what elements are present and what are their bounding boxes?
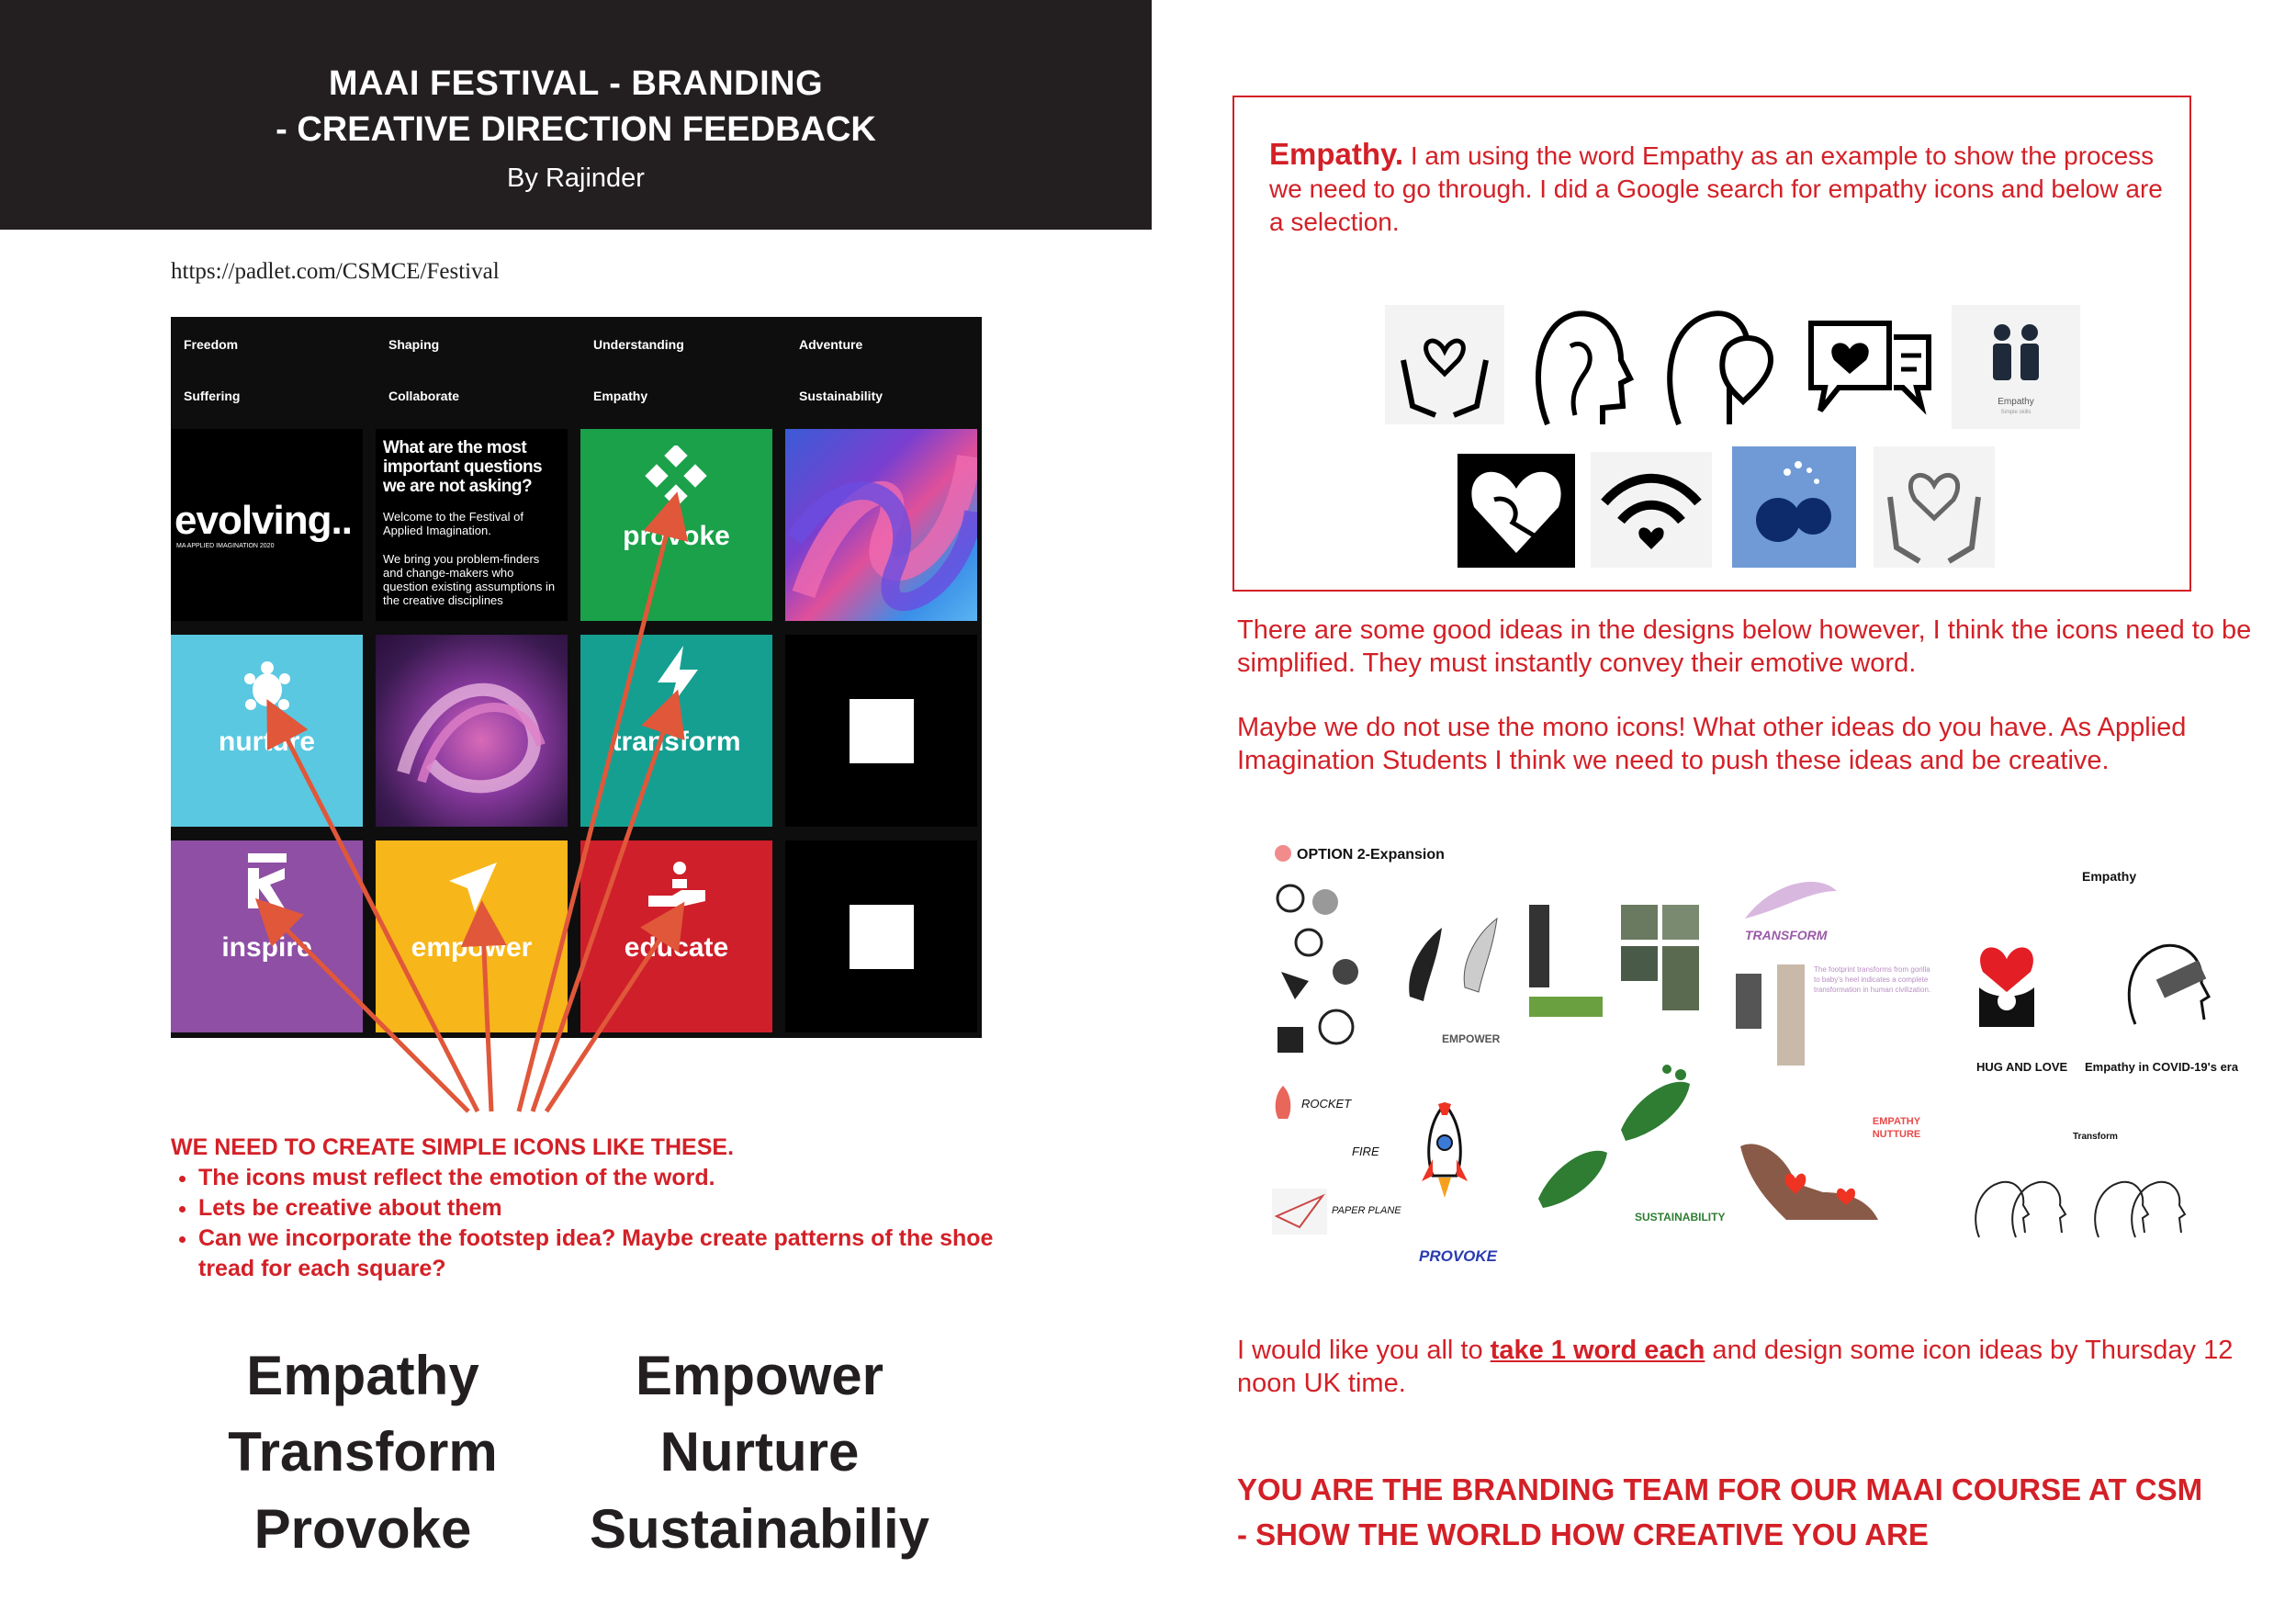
tile-blank-2[interactable] (785, 840, 977, 1032)
evolving-subtitle: MA APPLIED IMAGINATION 2020 (176, 543, 275, 549)
nav-freedom[interactable]: Freedom (184, 337, 239, 352)
tile-inspire[interactable] (171, 840, 363, 1032)
instruction-item: • Lets be creative about them (198, 1193, 997, 1224)
rocket-caption: ROCKET (1301, 1097, 1352, 1111)
title-banner (0, 0, 1152, 230)
bullet-dot-icon (1275, 845, 1293, 863)
inspire-label: inspire (221, 932, 312, 963)
empathy-lead: Empathy. (1269, 137, 1404, 171)
covid-faces-icon (2117, 937, 2227, 1029)
two-people-icon (1952, 305, 2080, 429)
nav-empathy[interactable]: Empathy (593, 389, 648, 403)
shoe-icons-cluster (1272, 880, 1373, 1064)
kiss-faces-icon (1732, 446, 1856, 568)
paper-plane-sketch-icon (1272, 1189, 1327, 1235)
nav-understanding[interactable]: Understanding (593, 337, 684, 352)
title-line-2: - CREATIVE DIRECTION FEEDBACK (276, 110, 876, 149)
instructions-list (171, 1163, 997, 1284)
placeholder-square (850, 699, 914, 763)
provoke-label: provoke (623, 521, 730, 551)
diamond-cluster-icon (645, 445, 709, 510)
hands-heart-icon (1385, 305, 1504, 424)
option-heading: OPTION 2-Expansion (1297, 847, 1445, 863)
take-one-word-link[interactable]: take 1 word each (1490, 1336, 1705, 1365)
lightning-icon (652, 646, 703, 710)
nav-collaborate[interactable]: Collaborate (388, 389, 460, 403)
transform-caption: TRANSFORM (1745, 928, 1828, 942)
educate-label: educate (624, 932, 729, 963)
wifi-heart-icon (1591, 452, 1712, 568)
transform-brush-graphic (1736, 873, 1846, 928)
instructions-heading: WE NEED TO CREATE SIMPLE ICONS LIKE THESE. (171, 1134, 735, 1160)
evolving-logo: evolving.. (174, 498, 352, 543)
sustainability-caption: SUSTAINABILITY (1635, 1211, 1726, 1224)
nav-adventure[interactable]: Adventure (799, 337, 863, 352)
tile-provoke[interactable] (580, 429, 772, 621)
face-profile-icon (1520, 305, 1644, 429)
tile-transform[interactable] (580, 635, 772, 827)
texture-samples-graphic (1525, 905, 1717, 1033)
empathy-caption: Empathy (2082, 869, 2137, 884)
transform-faces-icon (1970, 1178, 2190, 1242)
hand-giving-icon (645, 859, 709, 914)
speech-heart-icon (1802, 305, 1935, 424)
word-transform: Transform (228, 1421, 498, 1483)
tile-blank-1[interactable] (785, 635, 977, 827)
final-message-line-2: - SHOW THE WORLD HOW CREATIVE YOU ARE (1237, 1517, 1929, 1551)
provoke-caption: PROVOKE (1419, 1247, 1498, 1265)
final-message-line-1: YOU ARE THE BRANDING TEAM FOR OUR MAAI COURSE AT CSM (1237, 1472, 2203, 1506)
inspire-mark-icon (246, 851, 288, 910)
empower-caption: EMPOWER (1442, 1032, 1501, 1045)
tile-ribbon-image[interactable] (785, 429, 977, 621)
empathy-nutture-caption: EMPATHY NUTTURE (1872, 1116, 1921, 1140)
nav-sustainability[interactable]: Sustainability (799, 389, 884, 403)
empathy-description (1269, 138, 2169, 239)
green-footprint-graphic (1534, 1056, 1699, 1212)
rocket-icon (1412, 1102, 1477, 1203)
nav-suffering[interactable]: Suffering (184, 389, 241, 403)
tile-educate[interactable] (580, 840, 772, 1032)
feedback-paragraph-1: There are some good ideas in the designs below however, I think the icons need to be simplified. They must instantly convey their emotive word. (1237, 615, 2252, 678)
transform-photos-graphic (1736, 964, 1809, 1066)
ribbon-graphic (785, 429, 977, 621)
footprint-empower-graphic (1387, 914, 1515, 1015)
transform-description: The footprint transforms from gorilla to baby's heel indicates a complete transformation in human civilization. (1814, 965, 1931, 994)
icon-subcaption: Simple skills (2000, 410, 2032, 415)
nurture-label: nurture (219, 727, 315, 757)
padlet-link[interactable]: https://padlet.com/CSMCE/Festival (171, 259, 500, 284)
hug-heart-icon (1970, 937, 2043, 1029)
twist-graphic (376, 635, 568, 827)
word-empathy: Empathy (246, 1345, 479, 1406)
word-sustainability: Sustainabiliy (589, 1498, 930, 1560)
icon-instructions (171, 1133, 997, 1284)
head-heart-icon (1660, 305, 1780, 429)
feedback-paragraph-2: Maybe we do not use the mono icons! What other ideas do you have. As Applied Imagination Students I think we need to push these ideas and be creative. (1237, 713, 2187, 775)
deadline-text-end: and design some icon ideas by Thursday 12 noon UK time. (1237, 1336, 2234, 1398)
tile-twist-image[interactable] (376, 635, 568, 827)
festival-board (171, 317, 982, 1038)
student-designs-collage (1258, 836, 2259, 1277)
word-nurture: Nurture (659, 1421, 860, 1483)
covid-caption: Empathy in COVID-19's era (2085, 1060, 2239, 1074)
paper-plane-icon (447, 861, 499, 916)
nav-shaping[interactable]: Shaping (388, 337, 440, 352)
word-empower: Empower (635, 1345, 884, 1406)
instruction-item: • The icons must reflect the emotion of the word. (198, 1163, 997, 1193)
fire-caption: FIRE (1352, 1145, 1379, 1158)
deadline-text-start: I would like you all to (1237, 1336, 1491, 1365)
transform-label: transform (612, 727, 741, 757)
small-rocket-icon (1269, 1084, 1297, 1130)
transform-small-caption: Transform (2073, 1132, 2118, 1142)
empathy-text: I am using the word Empathy as an example to show the process we need to go through. I did a Google search for empathy icons and below are a selection. (1269, 141, 2163, 236)
turtle-icon (240, 660, 295, 716)
questions-welcome: Welcome to the Festival of Applied Imagination. (383, 510, 523, 537)
hug-caption: HUG AND LOVE (1976, 1060, 2068, 1074)
icon-caption: Empathy (1998, 397, 2034, 407)
title-line-1: MAAI FESTIVAL - BRANDING (328, 64, 824, 103)
placeholder-square (850, 905, 914, 969)
heart-hand-icon (1458, 454, 1575, 568)
tile-evolving[interactable] (171, 429, 363, 621)
heart-shoe-graphic (1731, 1128, 1887, 1229)
byline: By Rajinder (507, 164, 645, 193)
empower-label: empower (411, 932, 533, 963)
tile-empower[interactable] (376, 840, 568, 1032)
questions-body: We bring you problem-finders and change-makers who question existing assumptions in the creative disciplines (383, 552, 556, 607)
tile-questions[interactable] (376, 429, 568, 621)
hands-heart-outline-icon (1874, 446, 1995, 568)
deadline-paragraph (1237, 1334, 2257, 1400)
instruction-item: • Can we incorporate the footstep idea? Maybe create patterns of the shoe tread for each square? (198, 1224, 997, 1284)
paper-plane-caption: PAPER PLANE (1332, 1205, 1401, 1216)
word-provoke: Provoke (253, 1498, 472, 1560)
questions-title: What are the most important questions we are not asking? (383, 438, 543, 496)
tile-nurture[interactable] (171, 635, 363, 827)
